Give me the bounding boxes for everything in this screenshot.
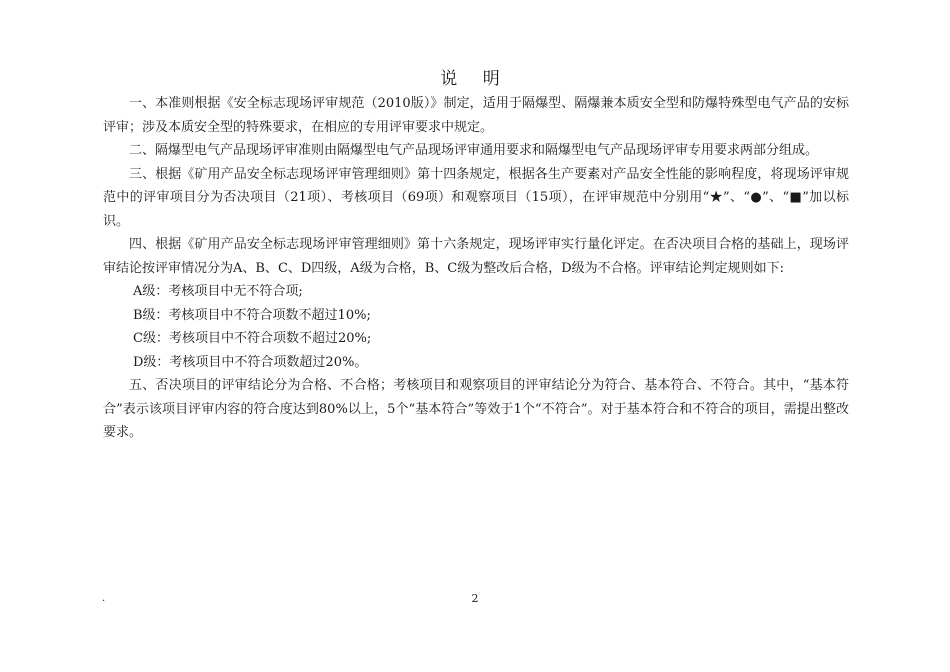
document-body [103,92,849,445]
grade-b-item: B级：考核项目中不符合项数不超过10%; [133,307,371,323]
grade-d-item: D级：考核项目中不符合项数超过20%。 [133,354,368,370]
grade-a-item: A级：考核项目中无不符合项; [133,284,303,299]
paragraph-3: 三、根据《矿用产品安全标志现场评审管理细则》第十四条规定，根据各生产要素对产品安全性能的影响程度，将现场评审规范中的评审项目分为否决项目（21项）、考核项目（69项）和观察项目（15项），在评审规范中分别用“★”、“●”、“■”加以标识。 [103,166,849,229]
paragraph-5: 五、否决项目的评审结论分为合格、不合格；考核项目和观察项目的评审结论分为符合、基本符合、不符合。其中，“基本符合”表示该项目评审内容的符合度达到80%以上，5个“基本符合”等效于1个“不符合”。对于基本符合和不符合的项目，需提出整改要求。 [103,378,849,440]
page-number: 2 [471,592,479,605]
page-title: 说 明 [440,69,510,89]
grade-c-item: C级：考核项目中不符合项数不超过20%; [133,331,372,346]
paragraph-2: 二、隔爆型电气产品现场评审准则由隔爆型电气产品现场评审通用要求和隔爆型电气产品现场评审专用要求两部分组成。 [129,143,819,158]
footer-mark: . [102,593,106,604]
paragraph-4: 四、根据《矿用产品安全标志现场评审管理细则》第十六条规定，现场评审实行量化评定。在否决项目合格的基础上，现场评审结论按评审情况分为A、B、C、D四级，A级为合格，B、C级为整改后合格，D级为不合格。评审结论判定规则如下: [103,237,849,276]
paragraph-1: 一、本准则根据《安全标志现场评审规范（2010版）》制定，适用于隔爆型、隔爆兼本质安全型和防爆特殊型电气产品的安标评审；涉及本质安全型的特殊要求，在相应的专用评审要求中规定。 [103,96,849,135]
